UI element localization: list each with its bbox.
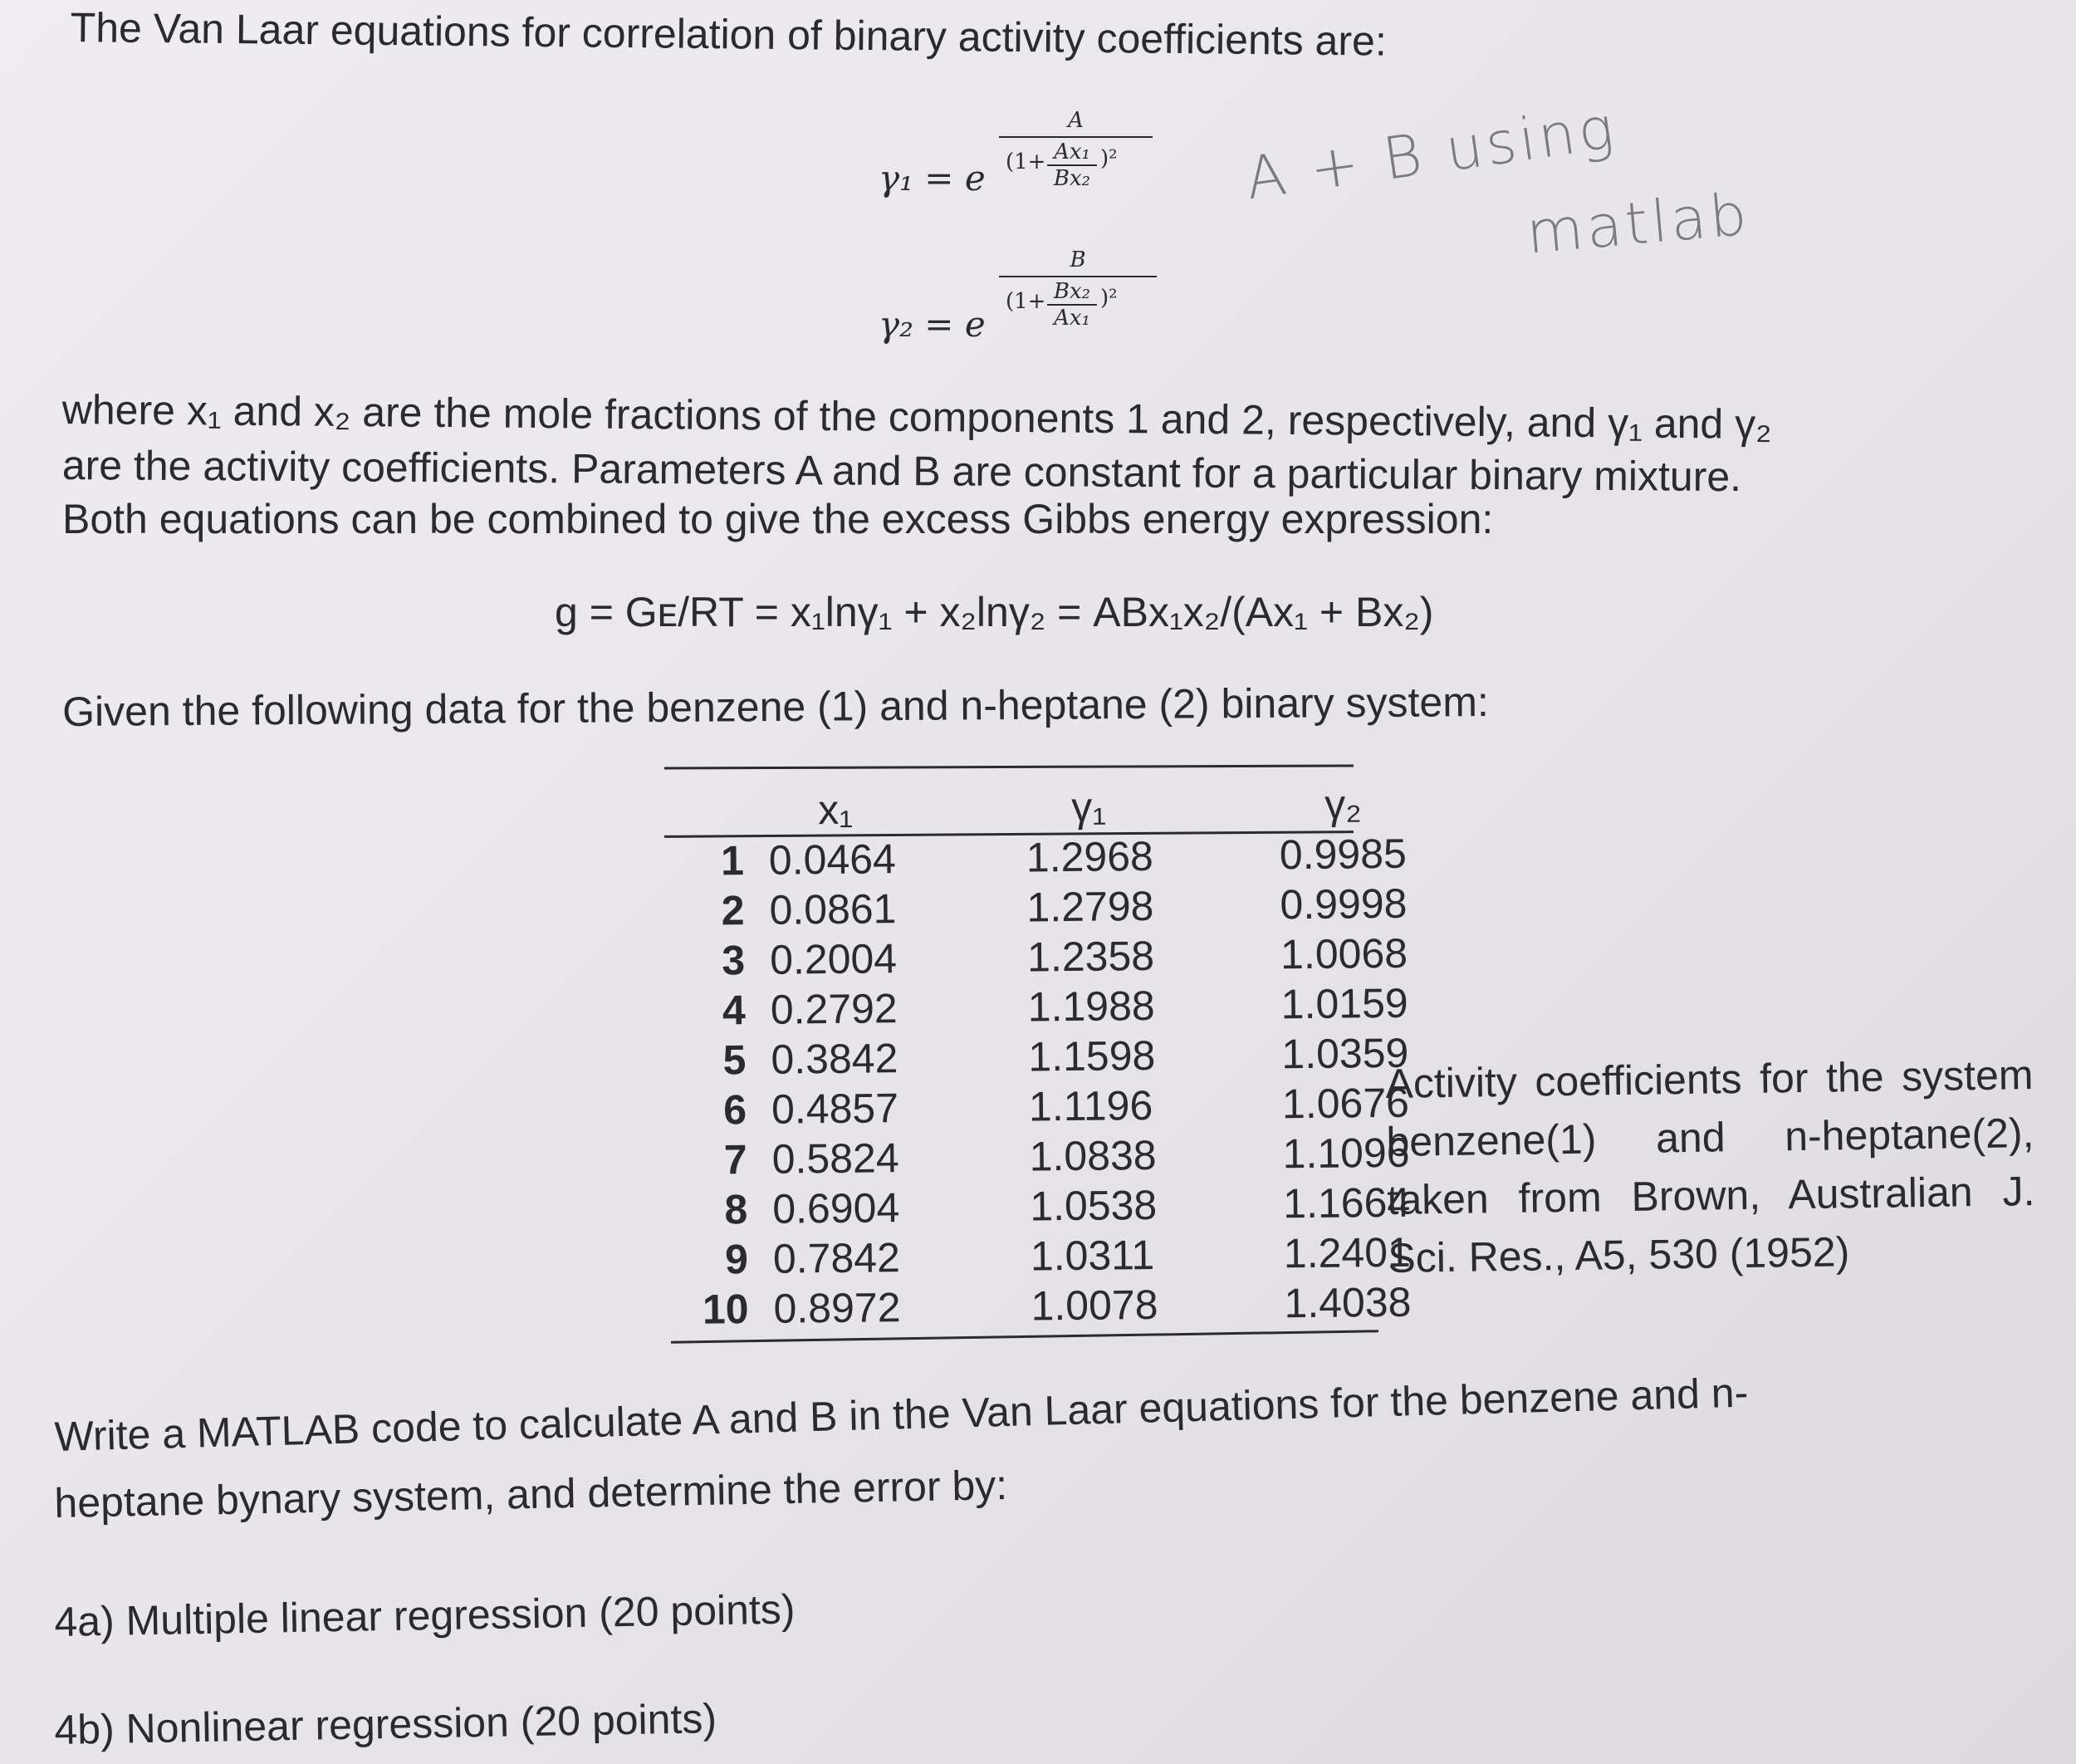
question-4a: 4a) Multiple linear regression (20 points) <box>53 1585 796 1645</box>
cell-gamma2: 1.4038 <box>1284 1278 1412 1327</box>
cell-x1: 0.3842 <box>771 1035 898 1083</box>
cell-x1: 0.4857 <box>771 1085 899 1133</box>
cell-x1: 0.7842 <box>772 1234 901 1282</box>
equation-gamma1-den-post: )² <box>1100 146 1118 171</box>
row-index: 4 <box>722 987 747 1034</box>
cell-x1: 0.6904 <box>771 1184 900 1232</box>
cell-gamma2: 1.0068 <box>1280 929 1408 978</box>
row-index: 1 <box>720 837 745 884</box>
equation-gamma1-den-den: Bx₂ <box>1053 166 1091 191</box>
cell-gamma1: 1.1196 <box>1028 1081 1153 1130</box>
cell-gamma1: 1.0078 <box>1031 1281 1158 1330</box>
equation-gamma1-den-pre: (1+ <box>1006 149 1046 174</box>
handwritten-note-line2: matlab <box>1524 179 1753 267</box>
task-line2: heptane bynary system, and determine the error by: <box>53 1461 1008 1526</box>
table-caption: Activity coefficients for the system benzene(1) and n-heptane(2), taken from Brown, Australian J. Sci. Res., A5, 530 (1952) <box>1385 1051 2035 1281</box>
row-index: 8 <box>724 1186 748 1233</box>
paragraph-line3: Both equations can be combined to give the excess Gibbs energy expression: <box>62 496 1494 542</box>
cell-gamma1: 1.2358 <box>1026 932 1155 981</box>
equation-gamma2-den-num: Bx₂ <box>1053 279 1091 304</box>
table-row <box>673 1280 1538 1339</box>
equation-gamma2-den-den: Ax₁ <box>1054 306 1090 331</box>
given-text: Given the following data for the benzene (1) and n-heptane (2) binary system: <box>61 679 1489 735</box>
row-index: 6 <box>722 1086 747 1134</box>
equation-gamma2-lhs: γ₂ = e <box>879 304 986 345</box>
row-index: 3 <box>722 937 746 984</box>
cell-gamma2: 0.9985 <box>1279 830 1408 879</box>
row-index: 5 <box>722 1036 747 1084</box>
table-top-rule <box>664 765 1354 770</box>
cell-gamma1: 1.0538 <box>1029 1181 1158 1230</box>
cell-x1: 0.8972 <box>773 1284 901 1332</box>
cell-gamma1: 1.1988 <box>1027 982 1155 1031</box>
handwritten-note-line1: A + B using <box>1241 93 1621 213</box>
cell-gamma2: 1.0159 <box>1280 979 1408 1028</box>
cell-x1: 0.0464 <box>768 835 897 884</box>
equation-gamma2-den-post: )² <box>1100 286 1118 311</box>
row-index: 9 <box>724 1236 749 1283</box>
question-4b: 4b) Nonlinear regression (20 points) <box>53 1695 717 1753</box>
header-gamma1: γ₁ <box>1070 783 1107 831</box>
cell-x1: 0.2792 <box>770 985 898 1033</box>
intro-text: The Van Laar equations for correlation of binary activity coefficients are: <box>70 4 1388 65</box>
header-x1: x₁ <box>817 786 854 834</box>
row-index: 10 <box>702 1286 749 1333</box>
row-index: 7 <box>723 1136 747 1183</box>
cell-gamma2: 1.0676 <box>1281 1079 1410 1128</box>
cell-x1: 0.2004 <box>769 935 898 983</box>
cell-x1: 0.0861 <box>769 885 897 933</box>
cell-gamma2: 0.9998 <box>1280 880 1408 929</box>
cell-gamma2: 1.2401 <box>1283 1228 1412 1277</box>
equation-gamma1-exp-numerator: A <box>1068 108 1084 133</box>
cell-gamma1: 1.1598 <box>1028 1031 1156 1080</box>
cell-gamma1: 1.2968 <box>1026 832 1154 881</box>
equation-gamma1-den-num: Ax₁ <box>1054 140 1090 164</box>
task-line1: Write a MATLAB code to calculate A and B in the Van Laar equations for the benzene and n- <box>53 1369 1749 1460</box>
row-index: 2 <box>721 887 745 934</box>
cell-gamma2: 1.1664 <box>1282 1178 1411 1227</box>
cell-gamma2: 1.1096 <box>1282 1129 1410 1178</box>
header-gamma2: γ₂ <box>1324 781 1362 828</box>
cell-gamma1: 1.0311 <box>1030 1231 1155 1280</box>
cell-gamma2: 1.0359 <box>1281 1029 1409 1078</box>
cell-x1: 0.5824 <box>771 1134 899 1183</box>
cell-gamma1: 1.2798 <box>1026 882 1154 931</box>
equation-gamma2-den-pre: (1+ <box>1006 289 1046 314</box>
equation-gamma2-exp-numerator: B <box>1070 247 1086 272</box>
paragraph-line1: where x₁ and x₂ are the mole fractions of the components 1 and 2, respectively, and γ₁ and γ₂ <box>61 386 1772 448</box>
gibbs-equation: g = Gᴇ/RT = x₁lnγ₁ + x₂lnγ₂ = ABx₁x₂/(Ax₁ + Bx₂) <box>555 589 1434 635</box>
cell-gamma1: 1.0838 <box>1029 1131 1157 1180</box>
paragraph-line2: are the activity coefficients. Parameters A and B are constant for a particular binary mixture. <box>61 442 1742 501</box>
equation-gamma1-lhs: γ₁ = e <box>879 158 986 198</box>
